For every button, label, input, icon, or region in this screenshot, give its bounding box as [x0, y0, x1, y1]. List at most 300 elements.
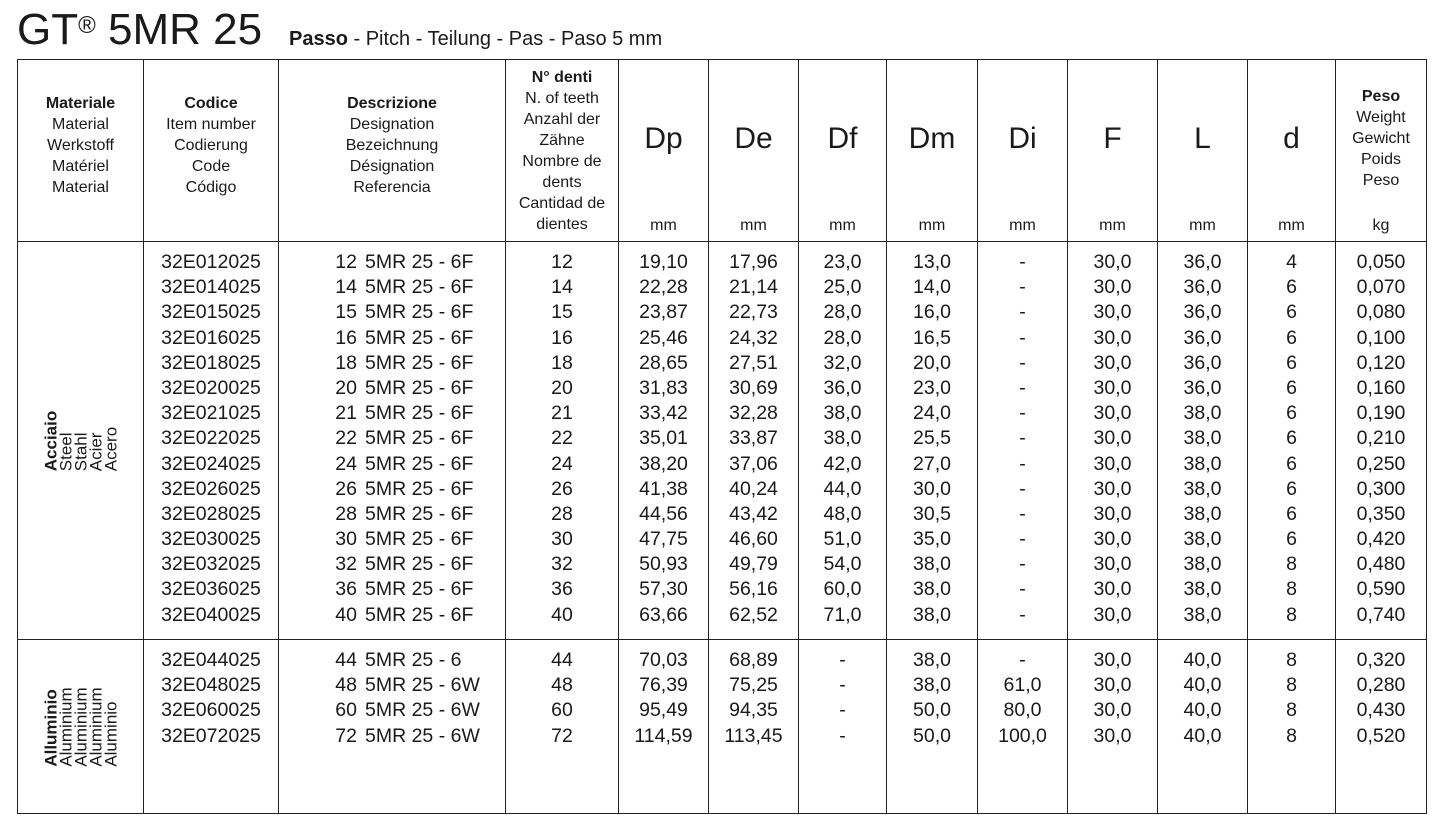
- table-row-value: 32E018025: [161, 351, 261, 374]
- teeth-number: 44: [335, 649, 357, 671]
- table-row-value: 36,0: [1183, 351, 1222, 374]
- table-row-value: 6: [1286, 402, 1297, 425]
- table-row-value: 6: [1286, 452, 1297, 475]
- table-row-value: 6: [1286, 301, 1297, 324]
- header-unit: mm: [650, 217, 677, 234]
- table-row-value: 16,0: [913, 301, 951, 324]
- table-row-value: 38,20: [639, 452, 688, 475]
- pitch-label: Passo: [289, 28, 348, 50]
- table-row-value: 30,0: [913, 477, 951, 500]
- table-row-value: [279, 527, 505, 552]
- table-row-value: 30: [551, 528, 573, 551]
- table-row-value: 38,0: [1183, 477, 1222, 500]
- table-row-value: -: [839, 649, 846, 671]
- table-row-value: [279, 300, 505, 325]
- header-material-labels: [18, 60, 143, 198]
- table-row-value: 6: [1286, 326, 1297, 349]
- d-cell: [1248, 242, 1336, 640]
- table-row-value: 30,0: [1093, 649, 1132, 671]
- table-row-value: 61,0: [1003, 674, 1042, 697]
- table-row-value: 6: [1286, 276, 1297, 299]
- table-row-value: 33,42: [639, 402, 688, 425]
- table-row-value: -: [1019, 603, 1026, 626]
- header-weight: [1336, 60, 1427, 242]
- teeth-number: 72: [335, 724, 357, 747]
- header-unit: mm: [1009, 217, 1036, 234]
- pitch-text: - Pitch - Teilung - Pas - Paso 5 mm: [347, 28, 663, 50]
- table-row-value: 6: [1286, 528, 1297, 551]
- table-row-value: [279, 577, 505, 602]
- table-row-value: 16,5: [913, 326, 951, 349]
- header-unit: mm: [1278, 217, 1305, 234]
- header-label: Werkstoff: [47, 137, 114, 154]
- teeth-number: 15: [335, 301, 357, 324]
- table-row-value: 44,56: [639, 502, 688, 525]
- table-row-value: 38,0: [1183, 578, 1222, 601]
- header-code-labels: [144, 60, 278, 198]
- header-unit: mm: [1099, 217, 1126, 234]
- table-row-value: 32E048025: [161, 674, 261, 697]
- material-label: Steel: [56, 431, 75, 471]
- header-label: Zähne: [539, 132, 585, 149]
- designation: 5MR 25 - 6F: [365, 326, 474, 349]
- table-row-value: 62,52: [729, 603, 778, 626]
- table-row-value: 32,0: [823, 351, 862, 374]
- table-row-value: 0,050: [1356, 251, 1406, 273]
- weight-cell: [1336, 640, 1427, 814]
- table-row-value: 0,080: [1356, 301, 1406, 324]
- material-label: Aluminium: [86, 686, 105, 767]
- table-row-value: 38,0: [823, 427, 862, 450]
- table-row-value: 14,0: [913, 276, 951, 299]
- table-row-value: 32E014025: [161, 276, 261, 299]
- designation: 5MR 25 - 6F: [365, 502, 474, 525]
- table-row-value: 32,28: [729, 402, 778, 425]
- header-label: Codice: [184, 95, 238, 112]
- table-row-value: 25,0: [823, 276, 862, 299]
- df-cell: [799, 242, 887, 640]
- table-row-value: 27,51: [729, 351, 778, 374]
- table-row-value: 30,0: [1093, 674, 1132, 697]
- designation: 5MR 25 - 6F: [365, 402, 474, 425]
- table-row-value: [279, 250, 505, 275]
- table-row-value: 40,0: [1183, 699, 1222, 722]
- table-row-value: [279, 648, 505, 673]
- table-row-value: 32E026025: [161, 477, 261, 500]
- table-row-value: [279, 351, 505, 376]
- header-label: Referencia: [353, 179, 431, 196]
- table-row-value: 40,0: [1183, 649, 1222, 671]
- table-row-value: [279, 275, 505, 300]
- designation: 5MR 25 - 6F: [365, 376, 474, 399]
- teeth-number: 40: [335, 603, 357, 626]
- registered-mark: ®: [78, 12, 96, 39]
- table-row-value: 30,69: [729, 376, 778, 399]
- header-label: Dm: [908, 122, 956, 155]
- table-row-value: [279, 673, 505, 698]
- table-row-value: 0,300: [1356, 477, 1406, 500]
- header-label: Code: [191, 158, 231, 175]
- header-row: [18, 60, 1427, 242]
- teeth-number: 32: [335, 553, 357, 576]
- table-row-value: 21: [551, 402, 573, 425]
- header-code: [144, 60, 279, 242]
- table-row-value: -: [1019, 578, 1026, 601]
- teeth-number: 20: [335, 376, 357, 399]
- table-row-value: 38,0: [1183, 452, 1222, 475]
- header-label: dientes: [536, 216, 588, 233]
- teeth-number: 26: [335, 477, 357, 500]
- table-row-value: 100,0: [998, 724, 1047, 747]
- description-cell: [279, 640, 506, 814]
- table-row-value: [279, 698, 505, 723]
- material-cell: [18, 242, 144, 640]
- table-row-value: 36,0: [823, 376, 862, 399]
- table-row-value: -: [1019, 427, 1026, 450]
- teeth-number: 21: [335, 402, 357, 425]
- teeth-number: 12: [335, 251, 357, 273]
- teeth-cell: [506, 242, 619, 640]
- material-label: Acier: [86, 432, 105, 471]
- pulley-spec-table: [17, 59, 1427, 814]
- header-label: Materiale: [45, 95, 116, 112]
- table-row-value: 30,0: [1093, 376, 1132, 399]
- header-label: d: [1283, 122, 1300, 155]
- header-teeth-labels: [506, 60, 618, 235]
- table-row-value: -: [1019, 477, 1026, 500]
- header-description-labels: [279, 60, 505, 198]
- dp-cell: [619, 640, 709, 814]
- table-row-value: 30,0: [1093, 301, 1132, 324]
- table-row-value: 8: [1286, 674, 1297, 697]
- table-row-value: 6: [1286, 502, 1297, 525]
- table-row-value: 32E030025: [161, 528, 261, 551]
- table-row-value: 33,87: [729, 427, 778, 450]
- table-row-value: 30,0: [1093, 251, 1132, 273]
- table-row-value: 43,42: [729, 502, 778, 525]
- designation: 5MR 25 - 6W: [365, 674, 480, 697]
- designation: 5MR 25 - 6W: [365, 724, 480, 747]
- table-row-value: 27,0: [913, 452, 951, 475]
- table-row-value: 38,0: [1183, 402, 1222, 425]
- di-cell: [978, 640, 1068, 814]
- header-label: Codierung: [174, 137, 248, 154]
- material-group: [18, 640, 1427, 814]
- header-label: Item number: [166, 116, 256, 133]
- material-cell: [18, 640, 144, 814]
- f-cell: [1068, 242, 1158, 640]
- table-row-value: 20: [551, 376, 573, 399]
- header-label: Código: [185, 179, 237, 196]
- table-row-value: 0,430: [1356, 699, 1406, 722]
- table-row-value: 68,89: [729, 649, 778, 671]
- designation: 5MR 25 - 6F: [365, 553, 474, 576]
- dm-cell: [887, 242, 978, 640]
- table-row-value: -: [1019, 251, 1026, 273]
- table-row-value: 48: [551, 674, 573, 697]
- de-cell: [709, 242, 799, 640]
- weight-cell: [1336, 242, 1427, 640]
- table-row-value: 0,320: [1356, 649, 1406, 671]
- table-row-value: 6: [1286, 351, 1297, 374]
- table-row-value: 14: [551, 276, 573, 299]
- table-row-value: 32E072025: [161, 724, 261, 747]
- teeth-number: 60: [335, 699, 357, 722]
- table-row-value: 38,0: [913, 674, 951, 697]
- table-row-value: 72: [551, 724, 573, 747]
- table-row-value: 50,93: [639, 553, 688, 576]
- code-cell: [144, 242, 279, 640]
- table-row-value: 8: [1286, 603, 1297, 626]
- table-row-value: 28,0: [823, 326, 862, 349]
- table-row-value: 25,46: [639, 326, 688, 349]
- table-row-value: 35,0: [913, 528, 951, 551]
- header-label: Material: [52, 116, 109, 133]
- header-label: Matériel: [52, 158, 109, 175]
- table-row-value: 32E016025: [161, 326, 261, 349]
- table-row-value: 30,0: [1093, 402, 1132, 425]
- table-row-value: 32: [551, 553, 573, 576]
- header-label: Dp: [644, 122, 683, 155]
- table-row-value: 63,66: [639, 603, 688, 626]
- table-row-value: 41,38: [639, 477, 688, 500]
- table-row-value: 21,14: [729, 276, 778, 299]
- table-row-value: 16: [551, 326, 573, 349]
- material-label: Stahl: [71, 431, 90, 471]
- table-row-value: -: [1019, 502, 1026, 525]
- table-row-value: 30,5: [913, 502, 951, 525]
- table-row-value: 25,5: [913, 427, 951, 450]
- table-row-value: -: [1019, 553, 1026, 576]
- table-row-value: 38,0: [1183, 502, 1222, 525]
- table-row-value: 47,75: [639, 528, 688, 551]
- header-label: Nombre de: [522, 153, 602, 170]
- designation: 5MR 25 - 6F: [365, 603, 474, 626]
- table-row-value: 19,10: [639, 251, 688, 273]
- table-row-value: 37,06: [729, 452, 778, 475]
- table-row-value: -: [1019, 649, 1026, 671]
- header-unit: kg: [1372, 217, 1390, 234]
- table-row-value: 36,0: [1183, 326, 1222, 349]
- table-row-value: 28,0: [823, 301, 862, 324]
- header-de: [709, 60, 799, 242]
- table-row-value: 35,01: [639, 427, 688, 450]
- page-title: [17, 2, 262, 58]
- table-row-value: 80,0: [1003, 699, 1042, 722]
- table-row-value: [279, 724, 505, 749]
- table-row-value: 50,0: [913, 724, 951, 747]
- table-row-value: 95,49: [639, 699, 688, 722]
- table-row-value: 13,0: [913, 251, 951, 273]
- table-row-value: 38,0: [1183, 553, 1222, 576]
- table-row-value: 76,39: [639, 674, 688, 697]
- table-row-value: 113,45: [724, 724, 783, 747]
- table-row-value: 0,160: [1356, 376, 1406, 399]
- table-row-value: 54,0: [823, 553, 862, 576]
- table-row-value: 32E012025: [161, 251, 261, 273]
- header-label: Poids: [1360, 151, 1402, 168]
- table-row-value: [279, 326, 505, 351]
- table-row-value: 0,100: [1356, 326, 1406, 349]
- table-row-value: -: [1019, 376, 1026, 399]
- table-row-value: 40: [551, 603, 573, 626]
- header-unit: mm: [918, 217, 946, 234]
- table-row-value: 4: [1286, 251, 1297, 273]
- header-weight-labels: [1336, 60, 1426, 191]
- table-row-value: 20,0: [913, 351, 951, 374]
- table-row-value: 8: [1286, 724, 1297, 747]
- material-label-stack: [43, 410, 118, 470]
- table-row-value: 36,0: [1183, 376, 1222, 399]
- table-row-value: 56,16: [729, 578, 778, 601]
- teeth-number: 28: [335, 502, 357, 525]
- title-brand: GT: [17, 5, 79, 54]
- table-row-value: 32E020025: [161, 376, 261, 399]
- table-row-value: 15: [551, 301, 573, 324]
- table-row-value: 38,0: [1183, 427, 1222, 450]
- table-row-value: 0,740: [1356, 603, 1406, 626]
- table-row-value: 30,0: [1093, 276, 1132, 299]
- table-row-value: 0,480: [1356, 553, 1406, 576]
- table-row-value: 23,0: [823, 251, 862, 273]
- table-row-value: 18: [551, 351, 573, 374]
- header-d: [1248, 60, 1336, 242]
- l-cell: [1158, 242, 1248, 640]
- table-row-value: 36,0: [1183, 251, 1222, 273]
- material-group: [18, 242, 1427, 640]
- table-row-value: 44: [551, 649, 573, 671]
- table-row-value: 32E060025: [161, 699, 261, 722]
- teeth-number: 48: [335, 674, 357, 697]
- table-row-value: 0,350: [1356, 502, 1406, 525]
- header-label: De: [734, 122, 773, 155]
- table-row-value: 32E032025: [161, 553, 261, 576]
- header-label: Df: [827, 122, 858, 155]
- code-cell: [144, 640, 279, 814]
- header-label: N° denti: [531, 69, 593, 86]
- material-label: Acciaio: [41, 410, 60, 471]
- table-row-value: -: [1019, 326, 1026, 349]
- teeth-number: 16: [335, 326, 357, 349]
- designation: 5MR 25 - 6F: [365, 528, 474, 551]
- table-row-value: 114,59: [634, 724, 693, 747]
- table-row-value: 30,0: [1093, 578, 1132, 601]
- table-row-value: 30,0: [1093, 427, 1132, 450]
- de-cell: [709, 640, 799, 814]
- table-row-value: [279, 552, 505, 577]
- designation: 5MR 25 - 6F: [365, 251, 474, 273]
- table-body: [18, 242, 1427, 814]
- table-row-value: -: [1019, 301, 1026, 324]
- table-row-value: 28,65: [639, 351, 688, 374]
- table-row-value: 30,0: [1093, 452, 1132, 475]
- header-label: L: [1194, 122, 1211, 155]
- designation: 5MR 25 - 6F: [365, 301, 474, 324]
- header-label: Weight: [1356, 109, 1406, 126]
- table-row-value: 31,83: [639, 376, 688, 399]
- header-label: Gewicht: [1352, 130, 1410, 147]
- header-label: Cantidad de: [518, 195, 606, 212]
- table-row-value: 30,0: [1093, 502, 1132, 525]
- teeth-cell: [506, 640, 619, 814]
- table-row-value: 22: [551, 427, 573, 450]
- material-label: Alluminio: [41, 688, 60, 767]
- table-row-value: 32E044025: [161, 649, 261, 671]
- header-label: dents: [542, 174, 582, 191]
- header-label: Di: [1008, 122, 1037, 155]
- table-row-value: 24,0: [913, 402, 951, 425]
- table-row-value: -: [1019, 276, 1026, 299]
- header-l: [1158, 60, 1248, 242]
- table-row-value: 50,0: [913, 699, 951, 722]
- table-row-value: 12: [551, 251, 573, 273]
- table-row-value: 36: [551, 578, 573, 601]
- table-row-value: 0,280: [1356, 674, 1406, 697]
- f-cell: [1068, 640, 1158, 814]
- table-row-value: -: [839, 699, 846, 722]
- header-f: [1068, 60, 1158, 242]
- dm-cell: [887, 640, 978, 814]
- table-row-value: 32E015025: [161, 301, 261, 324]
- table-row-value: 40,0: [1183, 724, 1222, 747]
- teeth-number: 24: [335, 452, 357, 475]
- table-row-value: 38,0: [823, 402, 862, 425]
- table-row-value: 6: [1286, 477, 1297, 500]
- designation: 5MR 25 - 6F: [365, 578, 474, 601]
- header-label: Peso: [1361, 88, 1401, 105]
- table-row-value: 6: [1286, 376, 1297, 399]
- table-row-value: 44,0: [823, 477, 862, 500]
- df-cell: [799, 640, 887, 814]
- header-label: Designation: [349, 116, 435, 133]
- table-row-value: 0,250: [1356, 452, 1406, 475]
- table-row-value: 23,87: [639, 301, 688, 324]
- header-dm: [887, 60, 978, 242]
- table-row-value: 32E022025: [161, 427, 261, 450]
- table-row-value: 32E024025: [161, 452, 261, 475]
- header-teeth: [506, 60, 619, 242]
- di-cell: [978, 242, 1068, 640]
- table-row-value: 75,25: [729, 674, 778, 697]
- table-row-value: [279, 452, 505, 477]
- table-row-value: [279, 426, 505, 451]
- table-row-value: 0,210: [1356, 427, 1406, 450]
- table-row-value: 22,28: [639, 276, 688, 299]
- table-row-value: 42,0: [823, 452, 862, 475]
- table-row-value: 24,32: [729, 326, 778, 349]
- title-product: 5MR 25: [108, 5, 263, 54]
- table-row-value: 49,79: [729, 553, 778, 576]
- table-row-value: 38,0: [913, 603, 951, 626]
- designation: 5MR 25 - 6W: [365, 699, 480, 722]
- header-unit: mm: [740, 217, 767, 234]
- table-row-value: 30,0: [1093, 528, 1132, 551]
- table-row-value: 0,190: [1356, 402, 1406, 425]
- material-label: Aluminium: [71, 686, 90, 767]
- table-row-value: 32E036025: [161, 578, 261, 601]
- table-row-value: [279, 477, 505, 502]
- material-label: Acero: [101, 426, 120, 471]
- teeth-number: 30: [335, 528, 357, 551]
- table-row-value: 36,0: [1183, 301, 1222, 324]
- header-unit: mm: [829, 217, 856, 234]
- designation: 5MR 25 - 6F: [365, 351, 474, 374]
- table-row-value: 30,0: [1093, 351, 1132, 374]
- table-row-value: [279, 376, 505, 401]
- header-di: [978, 60, 1068, 242]
- table-row-value: 38,0: [913, 649, 951, 671]
- designation: 5MR 25 - 6: [365, 649, 462, 671]
